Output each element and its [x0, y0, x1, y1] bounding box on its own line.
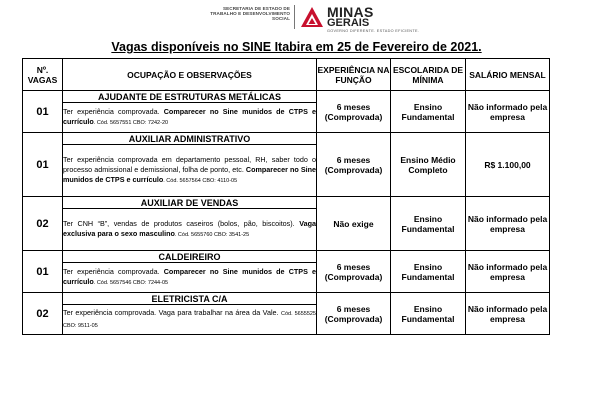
ocupacao-desc: Ter experiência comprovada. Vaga para trabalhar na área da Vale. Cód. 5655525 CBO: 9511-05 — [63, 305, 317, 335]
ocupacao-title: ELETRICISTA C/A — [63, 293, 317, 305]
page-header — [0, 0, 593, 36]
salario-cell: Não informado pela empresa — [466, 91, 550, 133]
table-row — [23, 133, 550, 145]
ocupacao-title: AUXILIAR DE VENDAS — [63, 197, 317, 209]
minas-gerais-logo-icon — [300, 6, 324, 28]
experiencia-cell: 6 meses (Comprovada) — [317, 91, 391, 133]
experiencia-cell: 6 meses (Comprovada) — [317, 293, 391, 335]
salario-cell: Não informado pela empresa — [466, 251, 550, 293]
table-row — [23, 293, 550, 305]
salario-cell: Não informado pela empresa — [466, 293, 550, 335]
table-row — [23, 91, 550, 103]
brand-line2: GERAIS — [327, 17, 370, 29]
header-ocupacao: OCUPAÇÃO E OBSERVAÇÕES — [63, 59, 317, 91]
escolaridade-cell: Ensino Fundamental — [391, 197, 466, 251]
ocupacao-title: CALDEIREIRO — [63, 251, 317, 263]
vacancies-table — [22, 58, 550, 335]
experiencia-cell: Não exige — [317, 197, 391, 251]
escolaridade-cell: Ensino Fundamental — [391, 91, 466, 133]
brand-tagline: GOVERNO DIFERENTE. ESTADO EFICIENTE. — [327, 29, 420, 33]
salario-cell: Não informado pela empresa — [466, 197, 550, 251]
vagas-cell: 01 — [23, 91, 63, 133]
header-experiencia: EXPERIÊNCIA NA FUNÇÃO — [317, 59, 391, 91]
table-header-row — [23, 59, 550, 91]
escolaridade-cell: Ensino Fundamental — [391, 293, 466, 335]
vagas-cell: 01 — [23, 251, 63, 293]
secretaria-label: SECRETARIA DE ESTADO DE TRABALHO E DESENVOLVIMENTO SOCIAL — [210, 6, 290, 22]
escolaridade-cell: Ensino Fundamental — [391, 251, 466, 293]
ocupacao-title: AUXILIAR ADMINISTRATIVO — [63, 133, 317, 145]
header-salario: SALÁRIO MENSAL — [466, 59, 550, 91]
header-divider — [294, 5, 295, 29]
experiencia-cell: 6 meses (Comprovada) — [317, 251, 391, 293]
vagas-cell: 02 — [23, 197, 63, 251]
header-vagas: Nº. VAGAS — [23, 59, 63, 91]
experiencia-cell: 6 meses (Comprovada) — [317, 133, 391, 197]
ocupacao-desc: Ter CNH “B”, vendas de produtos caseiros (bolos, pão, biscoitos). Vaga exclusiva para o sexo masculino. Cód. 5655760 CBO: 3541-25 — [63, 209, 317, 251]
vagas-cell: 02 — [23, 293, 63, 335]
header-escolaridade: ESCOLARIDA DE MÍNIMA — [391, 59, 466, 91]
ocupacao-title: AJUDANTE DE ESTRUTURAS METÁLICAS — [63, 91, 317, 103]
ocupacao-desc: Ter experiência comprovada em departamento pessoal, RH, saber todo o processo admissional e demissional, folha de ponto, etc. Comparecer no Sine munidos de CTPS e currículo. Cód. 5657564 CBO: 4110-05 — [63, 145, 317, 197]
escolaridade-cell: Ensino Médio Completo — [391, 133, 466, 197]
salario-cell: R$ 1.100,00 — [466, 133, 550, 197]
table-row — [23, 197, 550, 209]
table-row — [23, 251, 550, 263]
vagas-cell: 01 — [23, 133, 63, 197]
page-title: Vagas disponíveis no SINE Itabira em 25 de Fevereiro de 2021. — [111, 40, 482, 54]
ocupacao-desc: Ter experiência comprovada. Comparecer no Sine munidos de CTPS e currículo. Cód. 5657551 CBO: 7242-20 — [63, 103, 317, 133]
ocupacao-desc: Ter experiência comprovada. Comparecer no Sine munidos de CTPS e currículo. Cód. 5657546 CBO: 7244-05 — [63, 263, 317, 293]
brand-line1: MINAS — [327, 4, 374, 20]
